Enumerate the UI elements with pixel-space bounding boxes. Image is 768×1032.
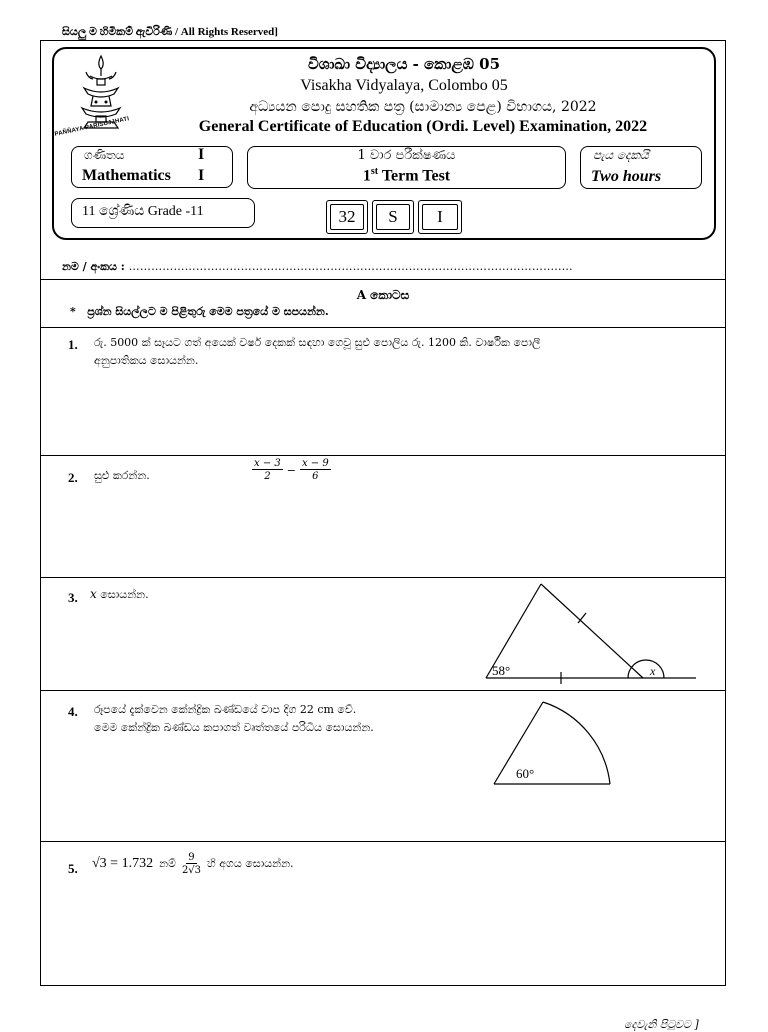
copyright-notice: සියලු ම හිමිකම් ඇවිරිණි / All Rights Reserved] (62, 26, 278, 38)
exam-title-english: General Certificate of Education (Ordi. Level) Examination, 2022 (198, 118, 648, 135)
name-index-line[interactable]: නම / අංකය : ……………………………………………………………………………………………………..… (62, 260, 573, 273)
question-4 (68, 701, 78, 720)
code-box: S (372, 200, 414, 234)
fraction-expression: $\frac{x - 3}{2}$ − $\frac{x - 9}{6}$ (254, 458, 329, 482)
question-4-line2: මෙම කේන්ද්‍රික ඛණ්ඩය කපාගත් වෘත්තයේ පරිධිය සොයන්න. (94, 721, 374, 734)
divider (40, 327, 726, 328)
question-3 (68, 587, 78, 606)
exam-title-sinhala: අධ්‍යයන පොදු සහතික පත්‍ර (සාමාන්‍ය පෙළ) විභාගය, 2022 (249, 99, 597, 115)
divider (40, 841, 726, 842)
triangle-diagram (478, 578, 702, 690)
divider (40, 279, 726, 280)
question-number: 4. (68, 704, 78, 719)
paper-number: I (198, 167, 205, 184)
angle-60-label: 60° (516, 766, 535, 781)
question-1-line1: රු. 5000 ක් සෑයට ගත් අයෙක් වර්ෂ දෙකක් සඳහා ගෙවූ සුළු පොලිය රු. 1200 කි. වාර්ෂික පොලී (94, 336, 541, 349)
question-5-text: √3 = 1.732 නම් $\frac{9}{2√3}$ හි අගය සොයන්න. (92, 852, 294, 876)
duration-sinhala: පැය දෙකයි (593, 148, 649, 162)
school-name-english: Visakha Vidyalaya, Colombo 05 (300, 77, 508, 94)
angle-58-label: 58° (492, 663, 511, 678)
sector-diagram (488, 698, 616, 788)
question-1 (68, 334, 78, 353)
next-page-note: දෙවැනි පිටුවට ] (624, 1018, 699, 1031)
term-english: 1st Term Test (362, 166, 451, 185)
question-number: 2. (68, 470, 78, 485)
question-number: 1. (68, 337, 78, 352)
subject-sinhala: ගණිතය (84, 148, 125, 162)
term-sinhala: 1 වාර පරීක්ෂණය (357, 148, 456, 163)
question-3-text: x සොයන්න. (90, 587, 149, 601)
code-box: 32 (326, 200, 368, 234)
question-number: 3. (68, 590, 78, 605)
subject-english: Mathematics (82, 167, 171, 184)
question-2-text: සුළු කරන්න. (94, 469, 150, 482)
question-1-line2: අනුපාතිකය සොයන්න. (94, 354, 199, 367)
code-box: I (418, 200, 462, 234)
school-name-sinhala: විශාඛා විද්‍යාලය - කොළඹ 05 (307, 55, 501, 73)
paper-number: I (198, 146, 205, 163)
part-a-title: A කොටස (356, 288, 410, 302)
question-5 (68, 858, 78, 877)
grade-label: 11 ශ්‍රේණිය Grade -11 (82, 204, 204, 219)
divider (40, 455, 726, 456)
duration-english: Two hours (591, 168, 662, 185)
question-2 (68, 467, 78, 486)
instruction: * ප්‍රශ්න සියල්ලට ම පිළිතුරු මෙම පත්‍රයේ ම සපයන්න. (70, 305, 329, 318)
question-number: 5. (68, 861, 78, 876)
question-4-line1: රූපයේ දැක්වෙන කේන්ද්‍රික ඛණ්ඩයේ චාප දිග 22 cm වේ. (94, 703, 357, 716)
angle-x-label: x (650, 664, 656, 678)
logo-motto: PAÑÑAYA PARISUJJHATI (54, 116, 130, 138)
divider (40, 690, 726, 691)
